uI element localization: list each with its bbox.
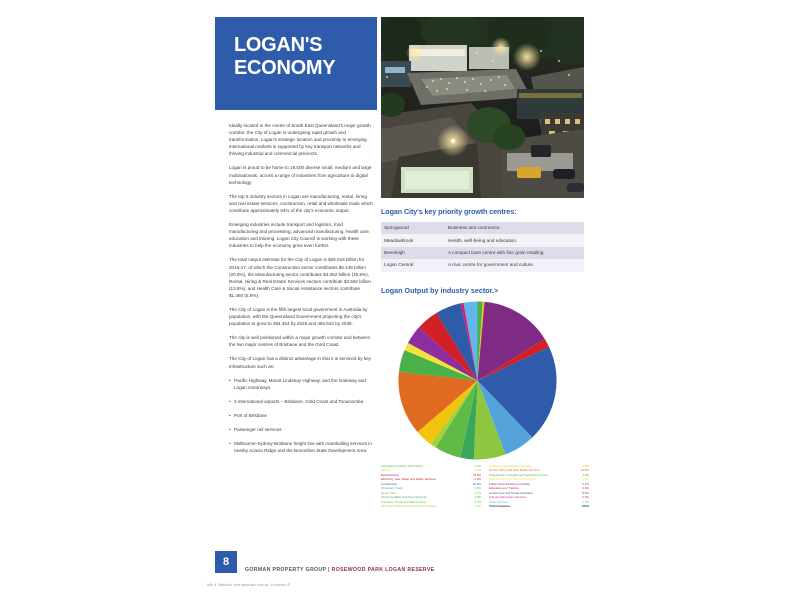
- body-paragraph: The total output estimate for the City of Logan is $26.018 billion for 2016-17, of which the Construction sector contributes $5.449 billion (20.9%), the Manufacturing sector contributes $4.052 billion (15.6%), Rental, Hiring & Real Estate Services sectors contribute $3.592 billion (13.8%), and Health Care & Social Assistance sectors contribute $1.460 (5.6%).: [229, 257, 371, 298]
- legend-value: 15.6%: [472, 472, 481, 477]
- table-row: [381, 247, 584, 259]
- centre-name: Meadowbrook: [381, 234, 445, 246]
- table-row: [381, 234, 584, 246]
- body-paragraph: The top 5 industry sectors in Logan are manufacturing, rental, hiring and real estate services, construction, retail and wholesale trade which contribute approximately 64% of the city's economic output.: [229, 193, 373, 213]
- page-number-badge: 8: [215, 551, 237, 573]
- legend-row: [381, 504, 481, 509]
- legend-value: 3.8%: [582, 463, 589, 468]
- legend-label: Retail Trade: [381, 490, 397, 495]
- footer-source-note: Info & Statistics from www.abs.com.au, Economy ID: [207, 583, 291, 587]
- centre-description: A civic centre for government and culture.: [445, 259, 584, 271]
- legend-label: Arts and Recreation Services: [489, 495, 527, 500]
- footer-company: GORMAN PROPERTY GROUP: [245, 567, 327, 573]
- legend-value: 13.8%: [580, 468, 589, 473]
- legend-value: 5.7%: [474, 499, 481, 504]
- list-item: • Passenger rail services: [229, 426, 373, 433]
- page-title-line-1: LOGAN'S: [234, 34, 323, 56]
- legend-total-label: Total Industries: [489, 504, 511, 509]
- growth-centres-heading: Logan City's key priority growth centres:: [381, 207, 517, 216]
- legend-value: 4.8%: [582, 486, 589, 491]
- legend-label: Manufacturing: [381, 472, 400, 477]
- centre-description: Business and commerce.: [445, 222, 584, 234]
- legend-label: Wholesale Trade: [381, 486, 403, 491]
- list-item: • Melbourne-Sydney-Brisbane freight line with marshalling services in nearby Acacia Ridge and the Bromelton State Development Area.: [229, 440, 373, 454]
- list-item: • 3 international airports – Brisbane, Gold Coast and Toowoomba: [229, 398, 373, 405]
- legend-label: Rental, Hiring and Real Estate Services: [489, 468, 540, 473]
- legend-value: 3.0%: [582, 499, 589, 504]
- footer-separator: |: [326, 567, 332, 573]
- chart-title: Logan Output by industry sector.>: [381, 285, 499, 295]
- centre-description: A compact town centre with fine grain retailing.: [445, 247, 584, 259]
- legend-label: Electricity, Gas, Water and Waste Services: [381, 477, 436, 482]
- legend-value: 0.6%: [582, 495, 589, 500]
- legend-value: 4.8%: [582, 472, 589, 477]
- legend-value: 6.9%: [474, 490, 481, 495]
- body-paragraph: The city is well positioned within a major growth corridor and between the two major centres of Brisbane and the Gold Coast.: [229, 335, 371, 348]
- legend-label: Information Media and Telecommunications: [381, 504, 437, 509]
- body-paragraph: Emerging industries include transport and logistics, food manufacturing and processing, advanced manufacturing, health care, education and training. Logan City Council is working with these industries to help the economy grow even further.: [229, 222, 370, 249]
- right-column: [381, 207, 589, 509]
- legend-value: 20.9%: [472, 481, 481, 486]
- centre-description: Health, well-being and education.: [445, 234, 584, 246]
- table-row: [381, 222, 584, 234]
- infrastructure-list: [229, 377, 373, 455]
- body-paragraph: Logan is proud to be home to 19,500 diverse small, medium and large multinationals, across a range of industries from agriculture to digital technology.: [229, 165, 372, 185]
- centre-name: Springwood: [381, 222, 445, 234]
- legend-value: 1.3%: [474, 504, 481, 509]
- legend-label: Health Care and Social Assistance: [489, 490, 534, 495]
- pie-chart-svg: [395, 299, 560, 462]
- legend-label: Professional, Scientific and Technical Services: [489, 472, 549, 477]
- legend-label: Agriculture, Forestry and Fishing: [381, 463, 423, 468]
- legend-label: Public Administration and Safety: [489, 481, 531, 486]
- legend-label: Administrative and Support Services: [489, 477, 536, 482]
- legend-value: 1.7%: [582, 477, 589, 482]
- chart-legend: [381, 464, 589, 509]
- body-paragraph: The City of Logan has a distinct advantage in that it is serviced by key infrastructure such as:: [229, 356, 371, 369]
- footer-project: ROSEWOOD PARK LOGAN RESERVE: [331, 567, 435, 573]
- legend-column-left: [381, 464, 481, 509]
- page-title-line-2: ECONOMY: [234, 57, 336, 79]
- list-item: • Pacific Highway, Mount Lindesay Highway, and the Gateway and Logan motorways: [229, 377, 373, 391]
- body-paragraph: The City of Logan is the fifth largest local government in Australia by population, with the Queensland Government projecting the city's population to grow to 384,454 by 2026 and 490,522 by 2036.: [229, 306, 368, 327]
- growth-centres-table: [381, 222, 584, 272]
- legend-label: Other Services: [489, 499, 509, 504]
- legend-value: 1.1%: [474, 463, 481, 468]
- industry-output-pie-chart: [381, 299, 584, 462]
- footer-credit: [245, 567, 435, 573]
- legend-value: 4.1%: [582, 481, 589, 486]
- list-item: • Port of Brisbane: [229, 412, 373, 419]
- legend-total-row: [489, 504, 589, 509]
- article-body: [229, 122, 373, 461]
- legend-label: Accommodation and Food Services: [381, 495, 427, 500]
- town-centre-night-photo: [381, 17, 584, 198]
- centre-name: Beenleigh: [381, 247, 445, 259]
- legend-value: 0.4%: [474, 468, 481, 473]
- legend-value: 5.6%: [582, 490, 589, 495]
- centre-name: Logan Central: [381, 259, 445, 271]
- legend-label: Construction: [381, 481, 398, 486]
- body-paragraph: Ideally located in the centre of South East Queensland's major growth corridor, the City of Logan is undergoing rapid growth and transformation. Logan's strategic location and proximity to emerging international markets is supported by key transport networks and thriving industrial and commercial precincts.: [229, 123, 371, 157]
- legend-value: 2.0%: [474, 477, 481, 482]
- page-title-block: [215, 17, 377, 110]
- legend-label: Mining: [381, 468, 390, 473]
- legend-column-right: [489, 464, 589, 509]
- legend-total-value: 100%: [581, 504, 589, 509]
- legend-label: Education and Training: [489, 486, 519, 491]
- legend-value: 2.9%: [474, 495, 481, 500]
- legend-value: 6.8%: [474, 486, 481, 491]
- table-row: [381, 259, 584, 271]
- legend-label: Financial and Insurance Services: [489, 463, 532, 468]
- legend-label: Transport, Postal and Warehousing: [381, 499, 427, 504]
